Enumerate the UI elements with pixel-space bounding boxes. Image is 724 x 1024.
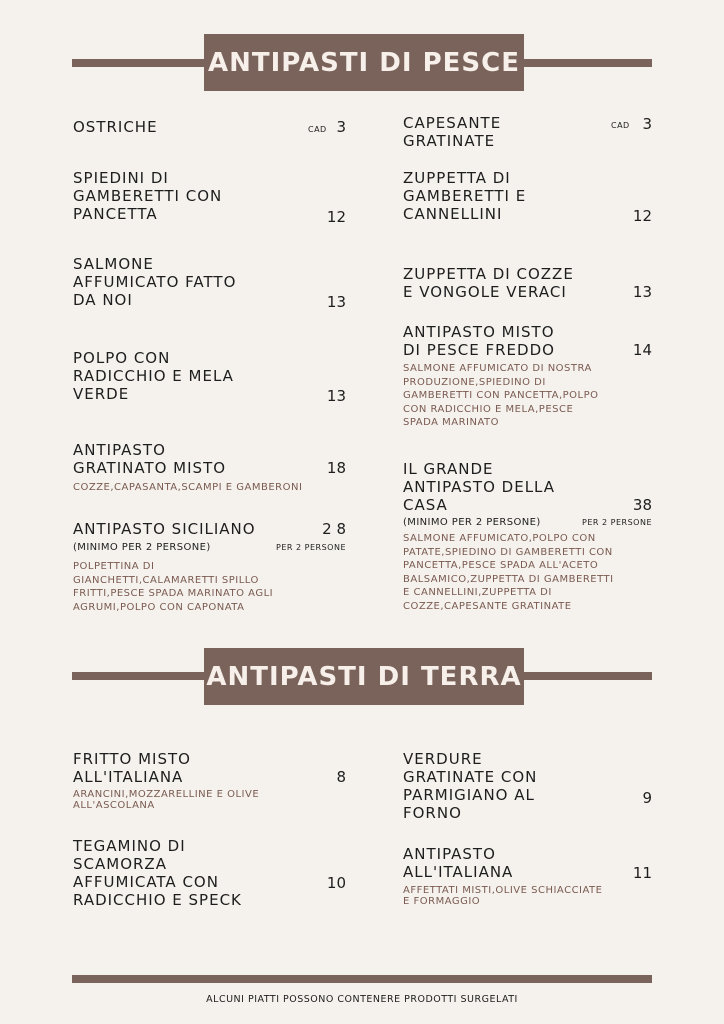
item-name: SALMONE AFFUMICATO FATTO DA NOI <box>73 255 237 309</box>
item-name: SPIEDINI DI GAMBERETTI CON PANCETTA <box>73 169 223 223</box>
menu-item-zuppetta-cozze <box>403 265 652 305</box>
pesce-section-title: ANTIPASTI DI PESCE <box>204 34 524 91</box>
menu-item-capesante <box>403 114 652 154</box>
item-note: (MINIMO PER 2 PERSONE) <box>403 517 541 528</box>
item-name: ANTIPASTO ALL'ITALIANA <box>403 845 514 881</box>
item-price: 8 <box>336 768 346 786</box>
item-name: OSTRICHE <box>73 118 158 136</box>
item-note: (MINIMO PER 2 PERSONE) <box>73 542 211 553</box>
menu-item-polpo <box>73 349 346 409</box>
item-name: ANTIPASTO MISTO DI PESCE FREDDO <box>403 323 555 359</box>
item-description: SALMONE AFFUMICATO,POLPO CON PATATE,SPIEDINO DI GAMBERETTI CON PANCETTA,PESCE SPADA ALL'ACETO BALSAMICO,ZUPPETTA DI GAMBERETTI E CANNELLINI,ZUPPETTA DI COZZE,CAPESANTE GRATINATE <box>403 533 614 612</box>
item-price: 12 <box>632 207 652 225</box>
pesce-rule-right <box>518 59 652 67</box>
item-price: 9 <box>642 789 652 807</box>
item-name: ZUPPETTA DI GAMBERETTI E CANNELLINI <box>403 169 527 223</box>
menu-item-zuppetta-gamberetti <box>403 169 652 229</box>
item-per-persons: PER 2 PERSONE <box>582 518 652 527</box>
item-name: ANTIPASTO SICILIANO <box>73 520 256 538</box>
item-per-persons: PER 2 PERSONE <box>276 543 346 552</box>
item-name: IL GRANDE ANTIPASTO DELLA CASA <box>403 460 556 514</box>
terra-rule-left <box>72 672 212 680</box>
menu-item-verdure-gratinate <box>403 750 652 826</box>
item-unit: CAD <box>611 121 630 130</box>
menu-item-antipasto-freddo <box>403 323 652 433</box>
item-name: VERDURE GRATINATE CON PARMIGIANO AL FORNO <box>403 750 538 822</box>
item-price: 14 <box>632 341 652 359</box>
footer-note: ALCUNI PIATTI POSSONO CONTENERE PRODOTTI SURGELATI <box>206 994 518 1005</box>
item-price: 18 <box>326 459 346 477</box>
terra-rule-right <box>518 672 652 680</box>
item-name: ANTIPASTO GRATINATO MISTO <box>73 441 227 477</box>
item-price: 10 <box>326 874 346 892</box>
item-price: 11 <box>632 864 652 882</box>
menu-item-salmone <box>73 255 346 315</box>
item-price: 12 <box>326 208 346 226</box>
item-name: POLPO CON RADICCHIO E MELA VERDE <box>73 349 234 403</box>
item-description: SALMONE AFFUMICATO DI NOSTRA PRODUZIONE,SPIEDINO DI GAMBERETTI CON PANCETTA,POLPO CON RADICCHIO E MELA,PESCE SPADA MARINATO <box>403 363 599 428</box>
terra-section-title: ANTIPASTI DI TERRA <box>204 648 524 705</box>
item-price: 13 <box>326 387 346 405</box>
item-price: 13 <box>632 283 652 301</box>
pesce-rule-left <box>72 59 212 67</box>
menu-item-antipasto-gratinato <box>73 441 346 497</box>
menu-item-fritto-misto <box>73 750 346 816</box>
menu-item-spiedini <box>73 169 346 229</box>
item-name: TEGAMINO DI SCAMORZA AFFUMICATA CON RADICCHIO E SPECK <box>73 837 242 909</box>
item-unit: CAD <box>308 125 327 134</box>
menu-item-ostriche <box>73 118 346 138</box>
item-description: COZZE,CAPASANTA,SCAMPI E GAMBERONI <box>73 482 303 493</box>
item-name: FRITTO MISTO ALL'ITALIANA <box>73 750 191 786</box>
item-description: ARANCINI,MOZZARELLINE E OLIVE ALL'ASCOLANA <box>73 789 260 811</box>
item-name: ZUPPETTA DI COZZE E VONGOLE VERACI <box>403 265 574 301</box>
menu-item-grande-antipasto <box>403 460 652 618</box>
item-price: 3 <box>336 118 346 136</box>
footer-rule <box>72 975 652 983</box>
menu-item-tegamino <box>73 837 346 913</box>
item-description: POLPETTINA DI GIANCHETTI,CALAMARETTI SPILLO FRITTI,PESCE SPADA MARINATO AGLI AGRUMI,POLPO CON CAPONATA <box>73 561 274 613</box>
item-price: 13 <box>326 293 346 311</box>
item-price: 3 <box>642 115 652 133</box>
menu-item-antipasto-italiana <box>403 845 652 911</box>
item-price: 38 <box>632 496 652 514</box>
item-name: CAPESANTE GRATINATE <box>403 114 502 150</box>
item-description: AFFETTATI MISTI,OLIVE SCHIACCIATE E FORMAGGIO <box>403 885 603 907</box>
menu-item-antipasto-siciliano <box>73 520 346 616</box>
item-price: 2 8 <box>322 520 346 538</box>
